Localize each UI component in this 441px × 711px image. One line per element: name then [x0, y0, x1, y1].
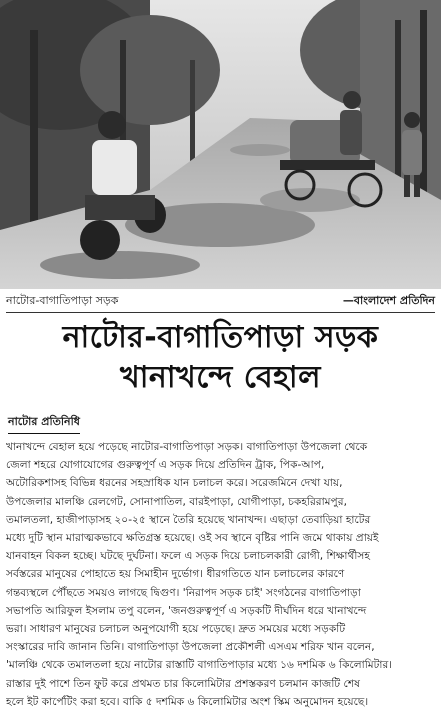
news-photo	[0, 0, 441, 289]
body-line: সর্বস্তরের মানুষের পোহাতে হয় সিমাহীন দুর্ভোগ। ধীরগতিতে যান চলাচলের কারণে	[6, 568, 345, 581]
body-line: হলে ইট কার্পেটিং করা হবে। বাকি ৫ দশমিক ৬ কিলোমিটার অংশ স্কিম অনুমোদন হয়েছে।	[6, 695, 369, 708]
body-line: মধ্যে দুটি স্থান মারাত্মকভাবে ক্ষতিগ্রস্ত হয়েছে। ওই সব স্থানে বৃষ্টির পানি জমে থাকায় প্রায়ই	[6, 532, 379, 545]
road-scene-illustration	[0, 0, 441, 289]
body-line: 'মালঞ্চি থেকে তমালতলা হয়ে নাটোর রাস্তাটি বাগাতিপাড়ার মধ্যে ১৬ দশমিক ৬ কিলোমিটার।	[6, 659, 393, 672]
body-line: রাস্তার দুই পাশে তিন ফুট করে প্রথমত চার কিলোমিটার প্রশস্তকরণ চলমান কাজটি শেষ	[6, 677, 360, 690]
byline: নাটোর প্রতিনিধি	[8, 413, 80, 434]
body-line: যানবাহন বিকল হচ্ছে। ঘটছে দুর্ঘটনা। ফলে এ সড়ক দিয়ে চলাচলকারী রোগী, শিক্ষার্থীসহ	[6, 550, 370, 563]
body-line: সভাপতি আরিফুল ইসলাম তপু বলেন, 'জনগুরুত্বপূর্ণ এ সড়কটি দীর্ঘদিন ধরে খানাখন্দে	[6, 604, 367, 617]
body-line: ভরা। সাধারণ মানুষের চলাচল অনুপযোগী হয়ে পড়েছে। দ্রুত সময়ের মধ্যে সড়কটি	[6, 623, 346, 636]
body-line: তমালতলা, হাজীপাড়াসহ ২০-২৫ স্থানে তৈরি হয়েছে খানাখন্দ। এছাড়া তেবাড়িয়া হাটের	[6, 513, 371, 526]
caption-divider	[6, 312, 435, 313]
headline-line-1: নাটোর-বাগাতিপাড়া সড়ক	[62, 320, 379, 355]
article-body	[6, 438, 435, 711]
body-line: খানাখন্দে বেহাল হয়ে পড়েছে নাটোর-বাগাতিপাড়া সড়ক। বাগাতিপাড়া উপজেলা থেকে	[6, 441, 368, 453]
body-line: জেলা শহরে যোগাযোগের গুরুত্বপূর্ণ এ সড়ক দিয়ে প্রতিদিন ট্রাক, পিক-আপ,	[6, 459, 325, 472]
photo-caption-row	[6, 292, 435, 310]
photo-caption-location: নাটোর-বাগাতিপাড়া সড়ক	[6, 294, 119, 307]
body-line: সংস্কারের দাবি জানান তিনি। বাগাতিপাড়া উপজেলা প্রকৌশলী এসএম শরিফ খান বলেন,	[6, 641, 375, 654]
headline-line-2: খানাখন্দে বেহাল	[120, 360, 321, 395]
headline	[0, 318, 441, 398]
body-line: গন্তব্যস্থলে পৌঁছতে সময়ও লাগছে দ্বিগুণ। 'নিরাপদ সড়ক চাই' সংগঠনের বাগাতিপাড়া	[6, 586, 361, 599]
body-line: অটোরিকশাসহ বিভিন্ন ধরনের সহস্রাধিক যান চলাচল করে। সরেজমিনে দেখা যায়,	[6, 477, 343, 490]
body-line: উপজেলার মালঞ্চি রেলগেট, সোনাপাতিল, বারইপাড়া, যোগীপাড়া, চকহরিরামপুর,	[6, 495, 347, 508]
photo-caption-source: —বাংলাদেশ প্রতিদিন	[342, 294, 435, 307]
